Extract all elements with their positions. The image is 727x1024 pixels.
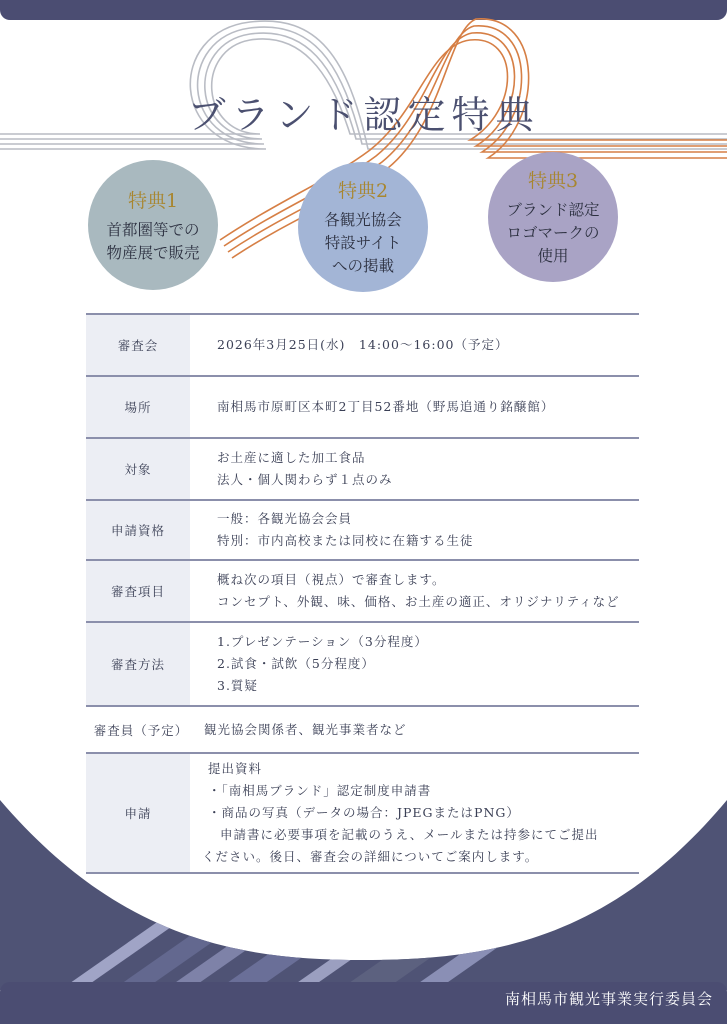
row-label: 場所 bbox=[86, 377, 190, 437]
value-line: ください。後日、審査会の詳細についてご案内します。 bbox=[202, 849, 539, 864]
row-label: 申請 bbox=[86, 754, 190, 872]
value-line: ・「南相馬ブランド」認定制度申請書 bbox=[208, 783, 432, 798]
organization-name: 南相馬市観光事業実行委員会 bbox=[504, 990, 713, 1008]
benefit-1-circle bbox=[88, 160, 218, 290]
info-table bbox=[86, 313, 639, 874]
table-row bbox=[86, 313, 639, 375]
value-line: ・商品の写真（データの場合：JPEGまたはPNG） bbox=[208, 805, 520, 820]
row-value bbox=[190, 623, 428, 705]
value-line: コンセプト、外観、味、価格、お土産の適正、オリジナリティなど bbox=[217, 594, 620, 609]
row-label: 審査会 bbox=[86, 315, 190, 375]
row-label: 対象 bbox=[86, 439, 190, 499]
row-value bbox=[196, 707, 407, 752]
page-title: ブランド認定特典 bbox=[187, 93, 540, 137]
row-value bbox=[190, 561, 620, 621]
value-line: 観光協会関係者、観光事業者など bbox=[204, 721, 407, 737]
table-row bbox=[86, 437, 639, 499]
value-line: 特別：市内高校または同校に在籍する生徒 bbox=[217, 533, 474, 548]
row-value bbox=[190, 377, 554, 437]
value-line: 1.プレゼンテーション（3分程度） bbox=[217, 634, 428, 649]
benefit-3-circle bbox=[488, 152, 618, 282]
value-line: 法人・個人関わらず１点のみ bbox=[217, 472, 393, 487]
benefit-2-text: 各観光協会 特設サイト への掲載 bbox=[324, 211, 402, 275]
row-value bbox=[190, 315, 508, 375]
benefit-3-heading: 特典3 bbox=[527, 170, 579, 192]
row-label: 申請資格 bbox=[86, 501, 190, 559]
row-label: 審査項目 bbox=[86, 561, 190, 621]
table-row bbox=[86, 375, 639, 437]
value-line: 申請書に必要事項を記載のうえ、メールまたは持参にてご提出 bbox=[220, 827, 599, 842]
value-line: 一般：各観光協会会員 bbox=[217, 511, 353, 526]
value-line: 南相馬市原町区本町2丁目52番地（野馬追通り銘醸館） bbox=[217, 399, 555, 414]
table-row bbox=[86, 705, 639, 752]
value-line: 概ね次の項目（視点）で審査します。 bbox=[217, 572, 446, 587]
row-label: 審査方法 bbox=[86, 623, 190, 705]
row-value bbox=[190, 439, 393, 499]
table-row bbox=[86, 499, 639, 559]
table-row bbox=[86, 621, 639, 705]
value-line: お土産に適した加工食品 bbox=[217, 450, 366, 465]
row-value bbox=[190, 754, 599, 872]
benefit-1-text: 首都圏等での 物産展で販売 bbox=[106, 220, 200, 262]
benefit-2-heading: 特典2 bbox=[337, 180, 389, 202]
row-value bbox=[190, 501, 474, 559]
table-row bbox=[86, 559, 639, 621]
value-line: 提出資料 bbox=[208, 761, 263, 776]
table-row bbox=[86, 752, 639, 874]
row-label: 審査員（予定） bbox=[93, 722, 189, 738]
value-line: 2.試食・試飲（5分程度） bbox=[217, 656, 375, 671]
benefit-3-text: ブランド認定 ロゴマークの 使用 bbox=[506, 201, 600, 265]
value-line: 3.質疑 bbox=[217, 678, 258, 693]
benefit-1-heading: 特典1 bbox=[127, 189, 179, 212]
value-line: 2026年3月25日(水) 14:00～16:00（予定） bbox=[217, 337, 509, 352]
benefit-2-circle bbox=[298, 162, 428, 292]
